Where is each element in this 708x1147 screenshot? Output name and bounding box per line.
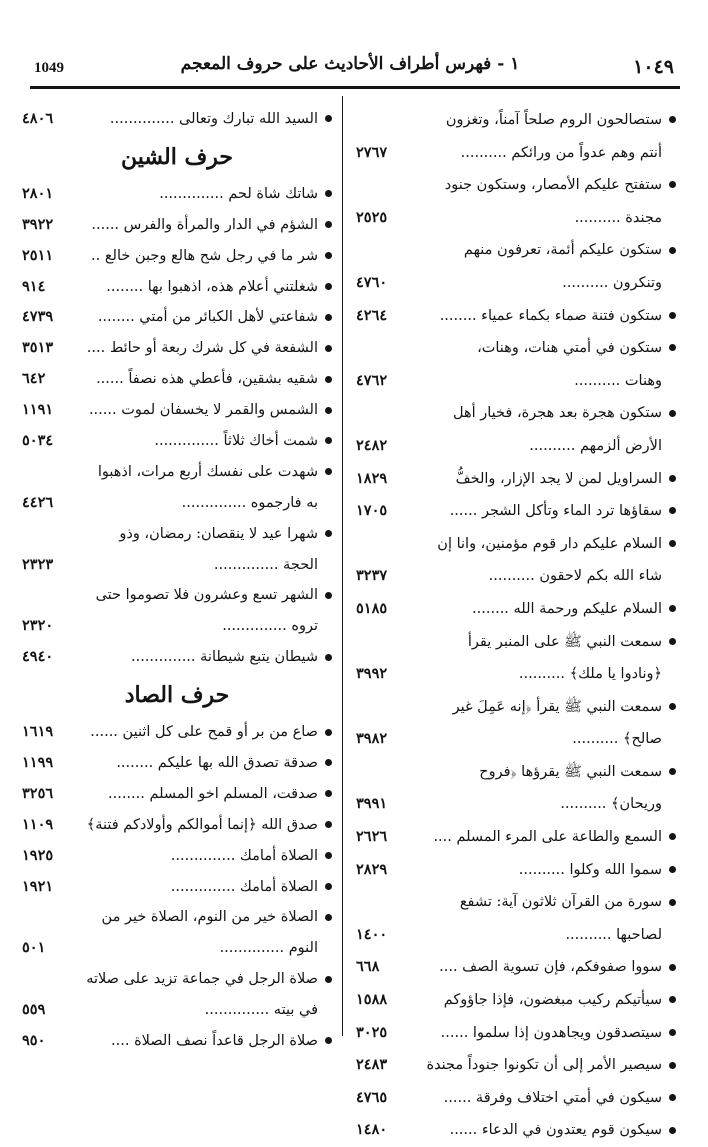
entry-text: سيصير الأمر إلى أن تكونوا جنوداً مجندة — [426, 1057, 662, 1074]
entry-text: شفاعتي لأهل الكبائر من أمتي ........ — [97, 309, 318, 326]
hadith-number: ٢٧٦٧ — [356, 143, 388, 161]
entry-text: سيتصدقون ويجاهدون إذا سلموا ...... — [440, 1024, 662, 1041]
bullet-icon — [325, 314, 332, 321]
index-line — [356, 495, 676, 528]
bullet-icon — [325, 790, 332, 797]
bullet-icon — [669, 638, 676, 645]
index-line — [356, 691, 676, 724]
bullet-icon — [325, 283, 332, 290]
page-number-arabic: ١٠٤٩ — [633, 56, 674, 78]
hadith-number: ١٤٨٠ — [356, 1121, 388, 1139]
index-line — [22, 104, 332, 135]
bullet-icon — [669, 703, 676, 710]
hadith-number: ١٩٢٥ — [22, 846, 54, 864]
index-line — [356, 984, 676, 1017]
hadith-number: ٢٥١١ — [22, 246, 54, 264]
bullet-icon — [325, 407, 332, 414]
entry-text: شاتك شاة لحم .............. — [159, 185, 318, 202]
entry-text: الحجة .............. — [213, 556, 318, 573]
entry-text: وريحان﴾ .......... — [560, 796, 662, 813]
left-column — [22, 104, 332, 1057]
index-line — [356, 886, 676, 919]
bullet-icon — [325, 852, 332, 859]
index-line — [356, 463, 676, 496]
hadith-number: ٦٤٢ — [22, 370, 46, 388]
entry-text: الصلاة أمامك .............. — [170, 847, 318, 864]
entry-text: السراويل لمن لا يجد الإزار، والخفُّ — [455, 470, 662, 487]
entry-text: ستكون في أمتي هنات، وهنات، — [477, 340, 662, 357]
index-line — [22, 519, 332, 550]
index-line — [356, 397, 676, 430]
entry-text: ستفتح عليكم الأمصار، وستكون جنود — [444, 177, 662, 194]
index-line — [356, 821, 676, 854]
hadith-number: ٤٧٦٠ — [356, 273, 388, 291]
bullet-icon — [669, 1062, 676, 1069]
entry-text: شيطان يتبع شيطانة .............. — [131, 649, 318, 666]
hadith-number: ٢٨٠١ — [22, 184, 54, 202]
entry-text: ﴿ونادوا يا ملك﴾ .......... — [518, 666, 662, 683]
bullet-icon — [325, 221, 332, 228]
index-line — [356, 332, 676, 365]
bullet-icon — [325, 759, 332, 766]
entry-text: صدقت، المسلم اخو المسلم ........ — [108, 785, 318, 802]
entry-text: سمعت النبي ﷺ يقرأ ﴿إنه عَمِلَ غير — [452, 698, 662, 715]
bullet-icon — [669, 1127, 676, 1134]
entry-text: السيد الله تبارك وتعالى .............. — [109, 111, 318, 127]
bullet-icon — [325, 883, 332, 890]
entry-text: شر ما في رجل شح هالع وجبن خالع .. — [91, 247, 318, 264]
index-line — [356, 267, 676, 300]
entry-text: شغلتني أعلام هذه، اذهبوا بها ........ — [106, 278, 318, 295]
entry-text: سيكون قوم يعتدون في الدعاء ...... — [449, 1122, 662, 1139]
section-heading: حرف الشين — [120, 143, 234, 170]
entry-text: في بيته .............. — [204, 1002, 318, 1019]
entry-text: شقيه بشقين، فأعطي هذه نصفاً ...... — [96, 371, 318, 388]
bullet-icon — [325, 821, 332, 828]
page-title: ١ - فهرس أطراف الأحاديث على حروف المعجم — [180, 54, 520, 74]
entry-text: الشفعة في كل شرك ربعة أو حائط .... — [86, 340, 318, 357]
entry-text: صلاة الرجل في جماعة تزيد على صلاته — [86, 971, 318, 988]
hadith-number: ٣٢٥٦ — [22, 784, 54, 802]
entry-text: وتنكرون .......... — [562, 274, 662, 291]
bullet-icon — [325, 252, 332, 259]
index-line — [356, 560, 676, 593]
index-line — [356, 1017, 676, 1050]
bullet-icon — [325, 914, 332, 921]
bullet-icon — [669, 1094, 676, 1101]
index-line — [356, 300, 676, 333]
entry-text: شهرا عيد لا ينقصان: رمضان، وذو — [119, 525, 318, 542]
bullet-icon — [669, 540, 676, 547]
hadith-number: ٣٩٢٢ — [22, 215, 54, 233]
index-line — [356, 756, 676, 789]
entry-text: الشمس والقمر لا يخسفان لموت ...... — [88, 402, 318, 419]
bullet-icon — [325, 190, 332, 197]
entry-text: سقاؤها ترد الماء وتأكل الشجر ...... — [449, 503, 662, 520]
index-line — [22, 457, 332, 488]
bullet-icon — [669, 116, 676, 123]
hadith-number: ٢٤٨٢ — [356, 436, 388, 454]
hadith-number: ٤٤٢٦ — [22, 493, 54, 511]
index-line — [22, 717, 332, 748]
hadith-number: ٤٧٣٩ — [22, 308, 54, 326]
hadith-number: ٢٥٢٥ — [356, 208, 388, 226]
bullet-icon — [669, 410, 676, 417]
entry-text: ستكون هجرة بعد هجرة، فخيار أهل — [453, 405, 662, 422]
hadith-number: ١٤٠٠ — [356, 925, 388, 943]
entry-text: به فارجموه .............. — [181, 494, 318, 511]
bullet-icon — [669, 312, 676, 319]
entry-text: وهنات .......... — [574, 372, 662, 389]
index-line — [22, 872, 332, 903]
index-line — [356, 919, 676, 952]
entry-text: سيكون في أمتي اختلاف وفرقة ...... — [443, 1089, 662, 1106]
hadith-number: ٣٩٩١ — [356, 795, 388, 813]
hadith-number: ١٦١٩ — [22, 723, 54, 741]
entry-text: سموا الله وكلوا .......... — [518, 861, 662, 878]
index-line — [356, 430, 676, 463]
bullet-icon — [669, 475, 676, 482]
bullet-icon — [669, 996, 676, 1003]
bullet-icon — [325, 654, 332, 661]
entry-text: سمعت النبي ﷺ على المنبر يقرأ — [467, 633, 662, 650]
index-line — [22, 550, 332, 581]
index-line — [356, 854, 676, 887]
index-line — [356, 1082, 676, 1115]
hadith-number: ٥١٨٥ — [356, 599, 388, 617]
entry-text: السلام عليكم ورحمة الله ........ — [472, 600, 662, 617]
hadith-number: ٣٩٨٢ — [356, 730, 388, 748]
hadith-number: ٥٠٣٤ — [22, 432, 54, 450]
hadith-number: ٤٢٦٤ — [356, 306, 388, 324]
hadith-number: ١٩٢١ — [22, 877, 54, 895]
entry-text: سورة من القرآن ثلاثون آية: تشفع — [459, 894, 662, 911]
index-line — [356, 1049, 676, 1082]
hadith-number: ١٥٨٨ — [356, 991, 388, 1009]
hadith-number: ٢٨٢٩ — [356, 860, 388, 878]
index-line — [22, 995, 332, 1026]
hadith-number: ١١٩١ — [22, 401, 54, 419]
bullet-icon — [325, 1037, 332, 1044]
bullet-icon — [325, 468, 332, 475]
index-line — [356, 365, 676, 398]
index-line — [356, 658, 676, 691]
entry-text: الأرض ألزمهم .......... — [529, 437, 662, 454]
index-line — [22, 333, 332, 364]
index-line — [22, 395, 332, 426]
index-line — [22, 179, 332, 210]
bullet-icon — [325, 530, 332, 537]
index-line — [356, 169, 676, 202]
entry-text: مجندة .......... — [574, 209, 662, 226]
index-line — [22, 611, 332, 642]
index-line — [22, 841, 332, 872]
entry-text: سمعت النبي ﷺ يقرؤها ﴿فروح — [479, 763, 662, 780]
hadith-number: ٣٢٣٧ — [356, 567, 388, 585]
entry-text: الصلاة خير من النوم، الصلاة خير من — [101, 909, 318, 926]
entry-text: شمت أخاك ثلاثاً .............. — [154, 433, 318, 450]
bullet-icon — [325, 592, 332, 599]
hadith-number: ٢٣٢٠ — [22, 617, 54, 635]
bullet-icon — [669, 899, 676, 906]
index-line — [22, 210, 332, 241]
bullet-icon — [669, 247, 676, 254]
hadith-number: ١١٩٩ — [22, 754, 54, 772]
column-divider — [342, 96, 343, 1036]
hadith-number: ٤٨٠٦ — [22, 110, 54, 127]
index-line — [22, 779, 332, 810]
hadith-number: ١٨٢٩ — [356, 469, 388, 487]
header-rule — [30, 86, 680, 89]
bullet-icon — [325, 115, 332, 122]
index-line — [22, 272, 332, 303]
hadith-number: ٩١٤ — [22, 277, 46, 295]
hadith-number: ١١٠٩ — [22, 815, 54, 833]
index-line — [22, 964, 332, 995]
bullet-icon — [669, 181, 676, 188]
hadith-number: ٥٠١ — [22, 939, 46, 957]
index-line — [356, 202, 676, 235]
index-line — [356, 1114, 676, 1147]
index-line — [22, 933, 332, 964]
hadith-number: ٤٧٦٢ — [356, 371, 388, 389]
bullet-icon — [325, 376, 332, 383]
bullet-icon — [669, 344, 676, 351]
entry-text: سووا صفوفكم، فإن تسوية الصف .... — [439, 959, 662, 976]
hadith-number: ٢٤٨٣ — [356, 1056, 388, 1074]
hadith-number: ٣٠٢٥ — [356, 1023, 388, 1041]
hadith-number: ٤٧٦٥ — [356, 1088, 388, 1106]
bullet-icon — [669, 507, 676, 514]
bullet-icon — [325, 437, 332, 444]
bullet-icon — [669, 866, 676, 873]
entry-text: أنتم وهم عدواً من ورائكم .......... — [460, 144, 662, 161]
bullet-icon — [325, 729, 332, 736]
page-number-latin: 1049 — [34, 60, 64, 76]
index-line — [22, 426, 332, 457]
bullet-icon — [325, 976, 332, 983]
entry-text: صلاة الرجل قاعداً نصف الصلاة .... — [111, 1033, 318, 1050]
index-line — [22, 241, 332, 272]
index-line — [356, 723, 676, 756]
index-line — [22, 580, 332, 611]
bullet-icon — [669, 1029, 676, 1036]
hadith-number: ٣٩٩٢ — [356, 665, 388, 683]
bullet-icon — [669, 964, 676, 971]
entry-text: ستكون فتنة صماء بكماء عمياء ........ — [439, 307, 662, 324]
index-line — [22, 748, 332, 779]
entry-text: صاع من بر أو قمح على كل اثنين ...... — [90, 724, 318, 741]
entry-text: سيأتيكم ركيب مبغضون، فإذا جاؤوكم — [443, 992, 662, 1009]
bullet-icon — [669, 833, 676, 840]
index-line — [356, 137, 676, 170]
hadith-number: ٢٦٢٦ — [356, 828, 388, 846]
hadith-number: ٢٣٢٣ — [22, 555, 54, 573]
entry-text: النوم .............. — [219, 940, 318, 957]
hadith-number: ٣٥١٣ — [22, 339, 54, 357]
entry-text: السمع والطاعة على المرء المسلم .... — [433, 829, 662, 846]
entry-text: الصلاة أمامك .............. — [170, 878, 318, 895]
bullet-icon — [669, 768, 676, 775]
index-line — [356, 104, 676, 137]
bullet-icon — [669, 605, 676, 612]
entry-text: صالح﴾ .......... — [572, 731, 662, 748]
right-column — [356, 104, 676, 1147]
index-line — [22, 1026, 332, 1057]
index-line — [356, 626, 676, 659]
index-line — [356, 528, 676, 561]
entry-text: لصاحبها .......... — [565, 926, 662, 943]
entry-text: ستصالحون الروم صلحاً آمناً، وتغزون — [445, 112, 662, 128]
index-line — [22, 364, 332, 395]
entry-text: صدق الله ﴿إنما أموالكم وأولادكم فتنة﴾ — [86, 816, 318, 833]
index-line — [22, 302, 332, 333]
entry-text: ستكون عليكم أئمة، تعرفون منهم — [463, 242, 662, 259]
hadith-number: ١٧٠٥ — [356, 502, 388, 520]
entry-text: تروه .............. — [222, 618, 318, 635]
bullet-icon — [325, 345, 332, 352]
hadith-number: ٥٥٩ — [22, 1001, 46, 1019]
entry-text: السلام عليكم دار قوم مؤمنين، وانا إن — [437, 535, 662, 552]
hadith-number: ٤٩٤٠ — [22, 648, 54, 666]
hadith-number: ٩٥٠ — [22, 1032, 46, 1050]
index-line — [356, 788, 676, 821]
section-heading: حرف الصاد — [124, 682, 230, 709]
index-line — [356, 593, 676, 626]
entry-text: شهدت على نفسك أربع مرات، اذهبوا — [97, 463, 318, 480]
entry-text: الشؤم في الدار والمرأة والفرس ...... — [91, 216, 318, 233]
index-line — [22, 810, 332, 841]
index-line — [22, 488, 332, 519]
entry-text: صدقة تصدق الله بها عليكم ........ — [116, 755, 318, 772]
index-line — [356, 234, 676, 267]
index-line — [22, 642, 332, 673]
entry-text: الشهر تسع وعشرون فلا تصوموا حتى — [95, 587, 318, 604]
index-line — [22, 902, 332, 933]
index-line — [356, 951, 676, 984]
entry-text: شاء الله بكم لاحقون .......... — [488, 568, 662, 585]
hadith-number: ٦٦٨ — [356, 958, 380, 976]
